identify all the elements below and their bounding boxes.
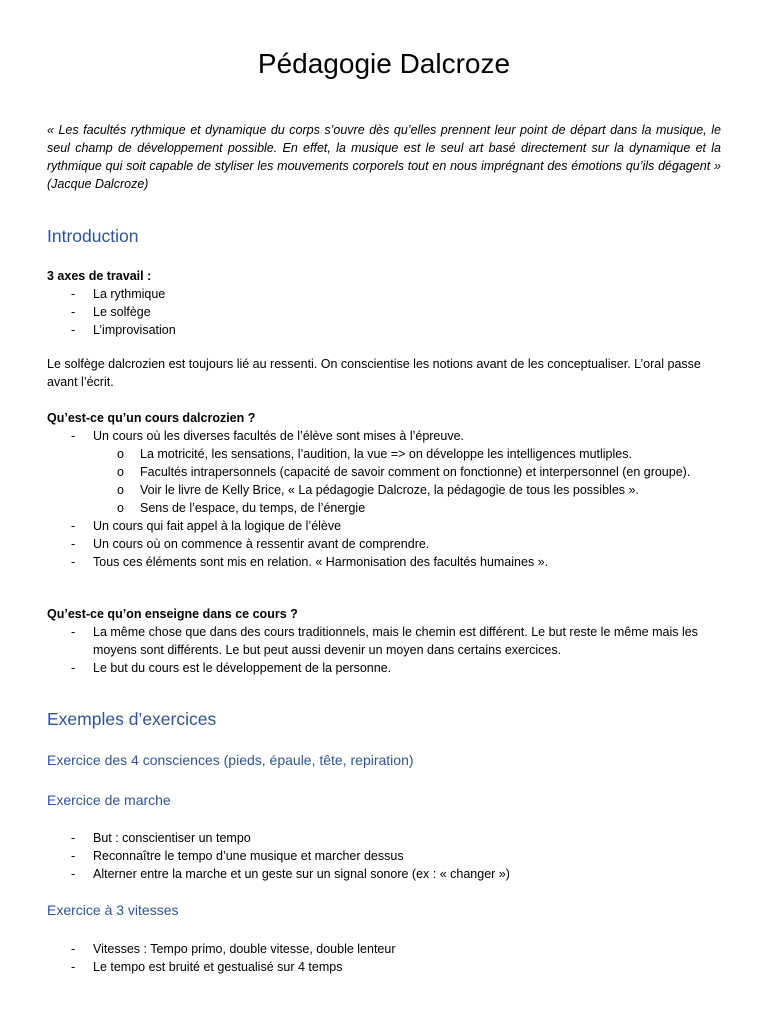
axes-section bbox=[47, 267, 727, 339]
question-1: Qu’est-ce qu’un cours dalcrozien ? bbox=[47, 411, 256, 425]
list-item: - La rythmique bbox=[71, 287, 166, 301]
heading-exercise-2: Exercice de marche bbox=[47, 792, 171, 808]
list-item: - Un cours qui fait appel à la logique de l’élève bbox=[71, 519, 342, 533]
question-2: Qu’est-ce qu’on enseigne dans ce cours ? bbox=[47, 607, 298, 621]
intro-quote: « Les facultés rythmique et dynamique du corps s’ouvre dès qu’elles prennent leur point de départ dans la musique, le seul champ de développement possible. En effet, la musique est le seul art basé directement sur la dynamique et la rythmique qui soit capable de styliser les mouvements corporels tout en nous imprégnant des émotions qu’ils dégagent » (Jacque Dalcroze) bbox=[47, 123, 721, 191]
list-item: - Tous ces éléments sont mis en relation. « Harmonisation des facultés humaines ». bbox=[71, 555, 549, 569]
heading-introduction: Introduction bbox=[47, 226, 139, 246]
exercise-2-list bbox=[47, 829, 727, 883]
axes-label: 3 axes de travail : bbox=[47, 269, 152, 283]
question-2-section bbox=[47, 605, 727, 677]
page-title: Pédagogie Dalcroze bbox=[257, 48, 511, 79]
exercise-3-list bbox=[47, 940, 727, 976]
heading-exercise-3: Exercice à 3 vitesses bbox=[47, 902, 179, 918]
solfege-paragraph: Le solfège dalcrozien est toujours lié au ressenti. On conscientise les notions avant de les conceptualiser. L’oral passe avant l’écrit. bbox=[47, 357, 701, 389]
list-item: - Vitesses : Tempo primo, double vitesse, double lenteur bbox=[71, 942, 396, 956]
list-item: - La même chose que dans des cours traditionnels, mais le chemin est différent. Le but reste le même mais les moyens sont différents. Le but peut aussi devenir un moyen dans certains exercices. bbox=[71, 625, 698, 657]
sub-list-item: o Voir le livre de Kelly Brice, « La pédagogie Dalcroze, la pédagogie de tous les possibles ». bbox=[117, 483, 639, 497]
list-item: - Le tempo est bruité et gestualisé sur 4 temps bbox=[71, 960, 343, 974]
sub-list-item: o Facultés intrapersonnels (capacité de savoir comment on fonctionne) et interpersonnel (en groupe). bbox=[117, 465, 691, 479]
list-item: - Un cours où les diverses facultés de l’élève sont mises à l’épreuve. bbox=[71, 429, 465, 443]
list-item: - Le solfège bbox=[71, 305, 151, 319]
sub-list-item: o La motricité, les sensations, l’audition, la vue => on développe les intelligences mutliples. bbox=[117, 447, 632, 461]
list-item: - Alterner entre la marche et un geste sur un signal sonore (ex : « changer ») bbox=[71, 867, 510, 881]
sub-list-item: o Sens de l’espace, du temps, de l’énergie bbox=[117, 501, 366, 515]
list-item: - Le but du cours est le développement de la personne. bbox=[71, 661, 392, 675]
list-item: - L’improvisation bbox=[71, 323, 176, 337]
list-item: - But : conscientiser un tempo bbox=[71, 831, 251, 845]
heading-examples: Exemples d’exercices bbox=[47, 709, 217, 729]
heading-exercise-1: Exercice des 4 consciences (pieds, épaule, tête, repiration) bbox=[47, 752, 414, 768]
list-item: - Reconnaître le tempo d’une musique et marcher dessus bbox=[71, 849, 404, 863]
list-item: - Un cours où on commence à ressentir avant de comprendre. bbox=[71, 537, 430, 551]
question-1-section bbox=[47, 409, 727, 571]
